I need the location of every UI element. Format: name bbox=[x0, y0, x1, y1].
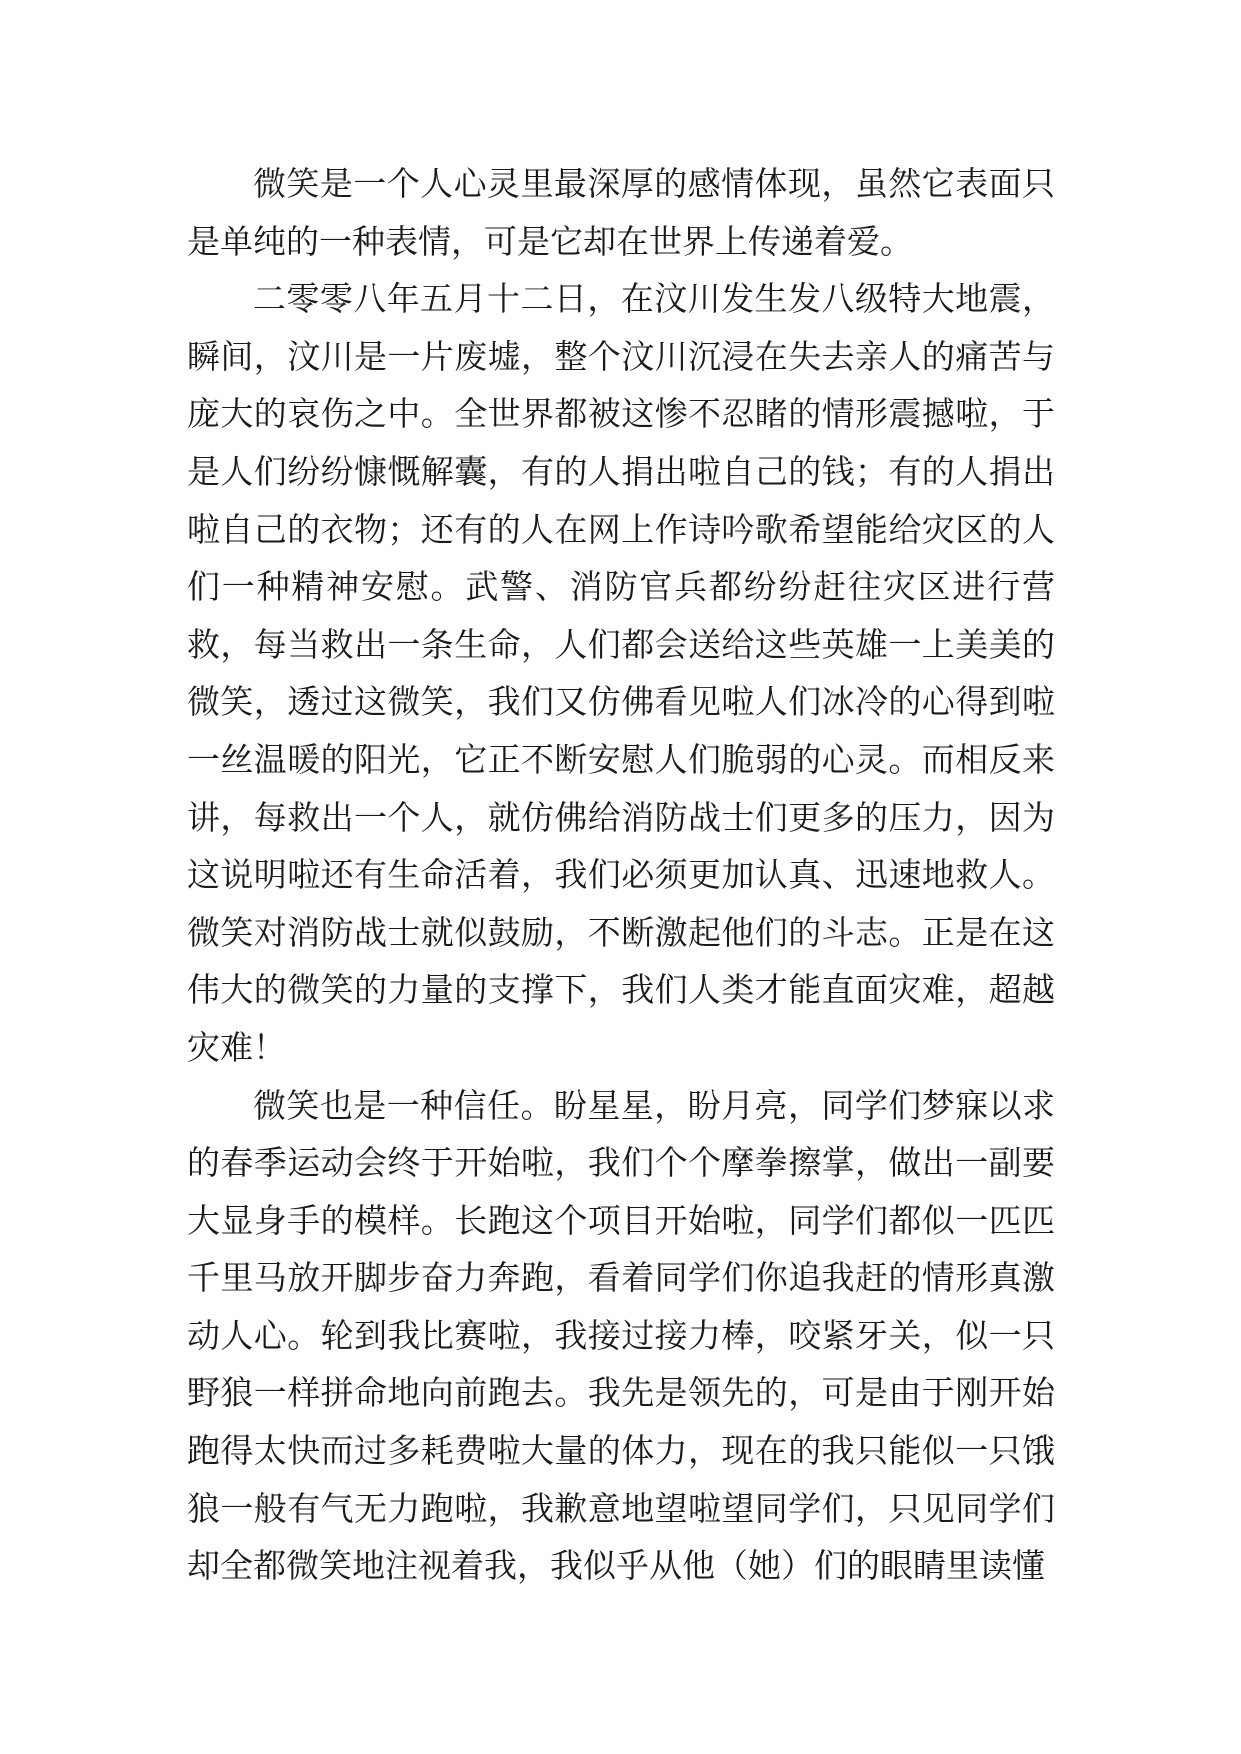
paragraph-sports-meet: 微笑也是一种信任。盼星星，盼月亮，同学们梦寐以求的春季运动会终于开始啦，我们个个摩拳擦掌，做出一副要大显身手的模样。长跑这个项目开始啦，同学们都似一匹匹千里马放开脚步奋力奔跑，看着同学们你追我赶的情形真激动人心。轮到我比赛啦，我接过接力棒，咬紧牙关，似一只野狼一样拼命地向前跑去。我先是领先的，可是由于刚开始跑得太快而过多耗费啦大量的体力，现在的我只能似一只饿狼一般有气无力跑啦，我歉意地望啦望同学们，只见同学们却全都微笑地注视着我，我似乎从他（她）们的眼睛里读懂 bbox=[187, 1085, 1055, 1586]
paragraph-wenchuan-earthquake: 二零零八年五月十二日，在汶川发生发八级特大地震，瞬间，汶川是一片废墟，整个汶川沉浸在失去亲人的痛苦与庞大的哀伤之中。全世界都被这惨不忍睹的情形震撼啦，于是人们纷纷慷慨解囊，有的人捐出啦自己的钱；有的人捐出啦自己的衣物；还有的人在网上作诗吟歌希望能给灾区的人们一种精神安慰。武警、消防官兵都纷纷赶往灾区进行营救，每当救出一条生命，人们都会送给这些英雄一上美美的微笑，透过这微笑，我们又仿佛看见啦人们冰冷的心得到啦一丝温暖的阳光，它正不断安慰人们脆弱的心灵。而相反来讲，每救出一个人，就仿佛给消防战士们更多的压力，因为这说明啦还有生命活着，我们必须更加认真、迅速地救人。微笑对消防战士就似鼓励，不断激起他们的斗志。正是在这伟大的微笑的力量的支撑下，我们人类才能直面灾难，超越灾难！ bbox=[187, 279, 1055, 1067]
paragraph-smile-intro: 微笑是一个人心灵里最深厚的感情体现，虽然它表面只是单纯的一种表情，可是它却在世界上传递着爱。 bbox=[187, 164, 1055, 261]
document-body bbox=[187, 155, 1055, 1595]
